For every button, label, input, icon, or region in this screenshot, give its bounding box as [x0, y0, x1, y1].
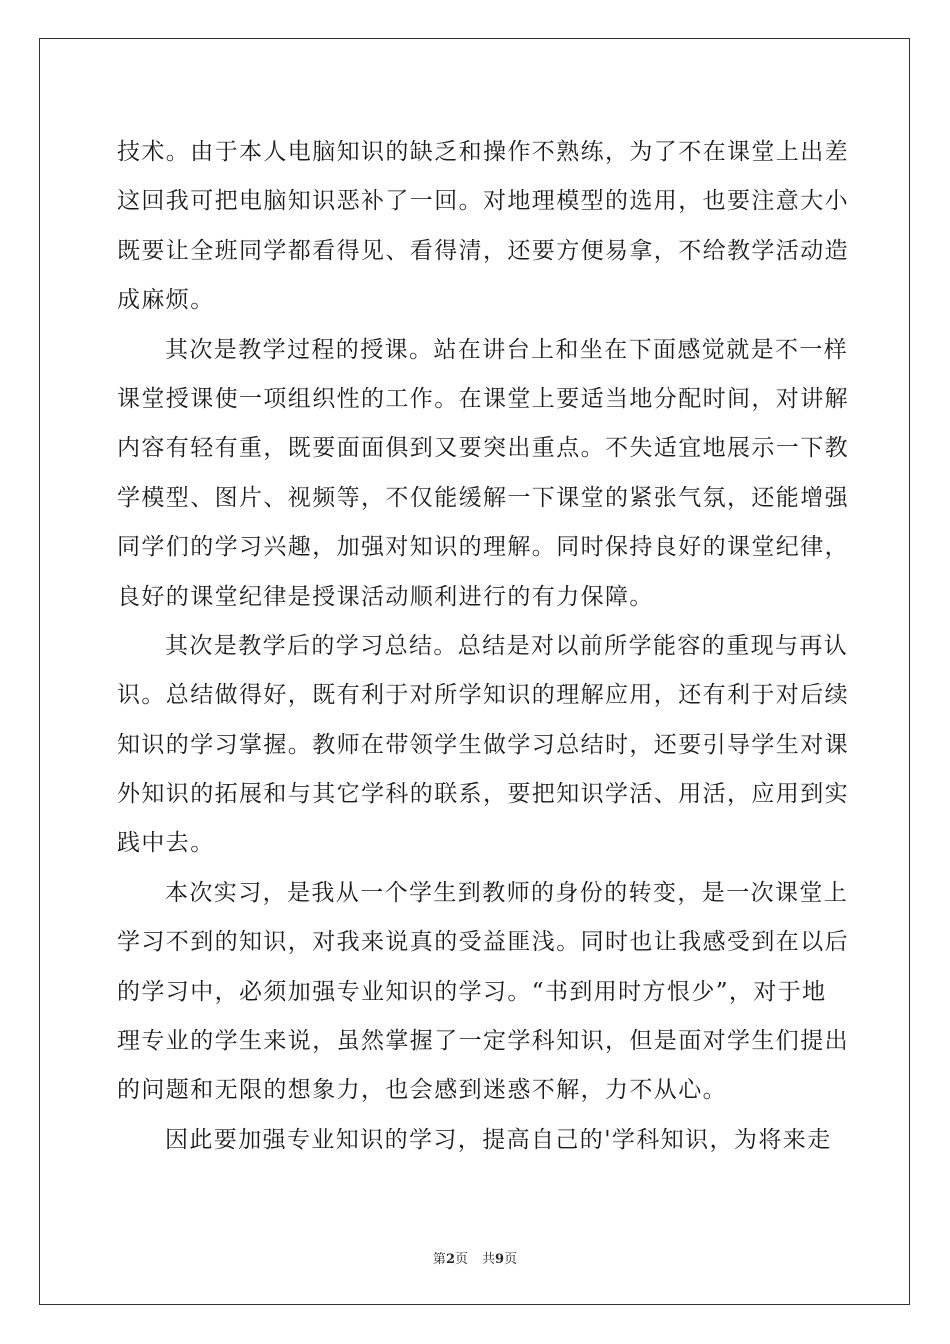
text-line: 外知识的拓展和与其它学科的联系，要把知识学活、用活，应用到实: [117, 781, 849, 808]
text-line: 践中去。: [117, 830, 215, 857]
text-line: 学习不到的知识，对我来说真的受益匪浅。同时也让我感受到在以后: [117, 929, 849, 956]
page-suffix: 页: [454, 1252, 468, 1267]
document-body: [117, 128, 849, 1165]
text-line: 内容有轻有重，既要面面俱到又要突出重点。不失适宜地展示一下教: [117, 435, 849, 462]
current-page-number: 2: [445, 1252, 455, 1267]
total-pages-number: 9: [495, 1252, 505, 1267]
total-prefix: 共: [482, 1252, 496, 1267]
text-line: 其次是教学后的学习总结。总结是对以前所学能容的重现与再认: [165, 632, 849, 659]
text-line: 的学习中，必须加强专业知识的学习。“书到用时方恨少”，对于地: [117, 978, 827, 1005]
text-line: 技术。由于本人电脑知识的缺乏和操作不熟练，为了不在课堂上出差: [117, 139, 849, 165]
text-line: 本次实习，是我从一个学生到教师的身份的转变，是一次课堂上: [165, 879, 849, 906]
text-line: 成麻烦。: [117, 287, 215, 314]
text-line: 学模型、图片、视频等，不仅能缓解一下课堂的紧张气氛，还能增强: [117, 484, 849, 511]
text-line: 既要让全班同学都看得见、看得清，还要方便易拿，不给教学活动造: [117, 237, 849, 264]
total-suffix: 页: [504, 1252, 518, 1267]
text-line: 识。总结做得好，既有利于对所学知识的理解应用，还有利于对后续: [117, 682, 849, 709]
page-prefix: 第: [432, 1252, 446, 1267]
text-line: 课堂授课使一项组织性的工作。在课堂上要适当地分配时间，对讲解: [117, 385, 849, 412]
text-line: 的问题和无限的想象力，也会感到迷惑不解，力不从心。: [117, 1077, 727, 1104]
text-line: 因此要加强专业知识的学习，提高自己的'学科知识，为将来走: [165, 1126, 832, 1153]
page-footer: [0, 1248, 950, 1267]
text-line: 理专业的学生来说，虽然掌握了一定学科知识，但是面对学生们提出: [117, 1028, 849, 1055]
text-line: 良好的课堂纪律是授课活动顺利进行的有力保障。: [117, 583, 654, 610]
text-line: 其次是教学过程的授课。站在讲台上和坐在下面感觉就是不一样: [165, 336, 849, 363]
text-line: 同学们的学习兴趣，加强对知识的理解。同时保持良好的课堂纪律，: [117, 534, 849, 561]
text-line: 知识的学习掌握。教师在带领学生做学习总结时，还要引导学生对课: [117, 731, 849, 758]
text-line: 这回我可把电脑知识恶补了一回。对地理模型的选用，也要注意大小: [117, 188, 849, 215]
